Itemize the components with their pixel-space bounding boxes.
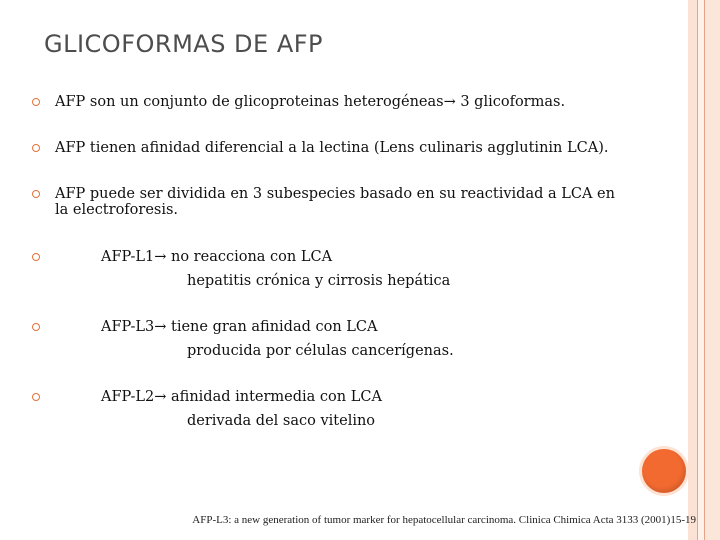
decorative-side-band: [688, 0, 720, 540]
bullet-subtext: derivada del saco vitelino: [187, 413, 376, 429]
bullet-icon: [32, 323, 40, 331]
bullet-icon: [32, 253, 40, 261]
bullet-subtext: producida por células cancerígenas.: [187, 343, 454, 359]
bullet-text: AFP puede ser dividida en 3 subespecies basado en su reactividad a LCA en la electroforesis.: [55, 186, 615, 218]
bullet-subtext: hepatitis crónica y cirrosis hepática: [187, 273, 451, 289]
bullet-text: AFP-L2→ afinidad intermedia con LCA: [101, 389, 382, 405]
bullet-icon: [32, 98, 40, 106]
bullet-text: AFP tienen afinidad diferencial a la lectina (Lens culinaris agglutinin LCA).: [55, 140, 609, 156]
slide-title: GLICOFORMAS DE AFP: [44, 30, 324, 58]
bullet-text: AFP son un conjunto de glicoproteinas heterogéneas→ 3 glicoformas.: [55, 94, 566, 110]
bullet-text: AFP-L3→ tiene gran afinidad con LCA: [101, 319, 378, 335]
bullet-icon: [32, 190, 40, 198]
bullet-icon: [32, 393, 40, 401]
decorative-orange-circle: [642, 449, 686, 493]
bullet-text: AFP-L1→ no reacciona con LCA: [101, 249, 333, 265]
bullet-icon: [32, 144, 40, 152]
citation: AFP-L3: a new generation of tumor marker for hepatocellular carcinoma. Clinica Chimica Acta 3133 (2001)15-19: [192, 514, 696, 526]
